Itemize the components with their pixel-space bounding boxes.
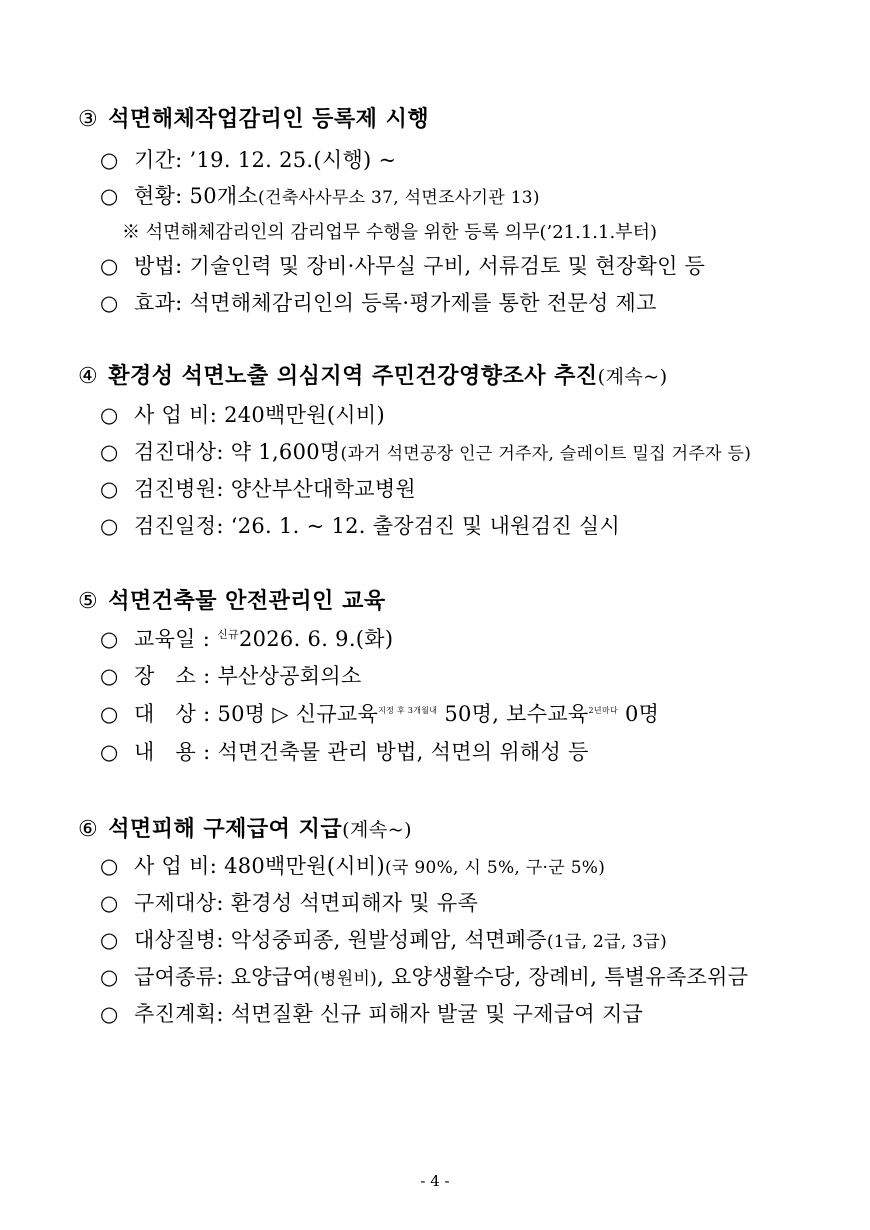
section-3-number: ③ bbox=[78, 107, 99, 132]
section-6-title: 석면피해 구제급여 지급 bbox=[108, 816, 343, 842]
section-4-title: 환경성 석면노출 의심지역 주민건강영향조사 추진 bbox=[108, 363, 598, 389]
s4-item-schedule: ○ 검진일정: ‘26. 1. ~ 12. 출장검진 및 내원검진 실시 bbox=[100, 514, 621, 538]
s3-item-effect: ○ 효과: 석면해체감리인의 등록·평가제를 통한 전문성 제고 bbox=[100, 291, 657, 315]
s6-item-disease: ○ 대상질병: 악성중피종, 원발성폐암, 석면폐증(1급, 2급, 3급) bbox=[100, 928, 668, 952]
section-5-heading: ⑤ 석면건축물 안전관리인 교육 bbox=[78, 588, 386, 614]
s3-item-method: ○ 방법: 기술인력 및 장비·사무실 구비, 서류검토 및 현장확인 등 bbox=[100, 254, 706, 278]
s5-item-content: ○ 내 용 : 석면건축물 관리 방법, 석면의 위해성 등 bbox=[100, 740, 589, 764]
s4-item-target: ○ 검진대상: 약 1,600명(과거 석면공장 인근 거주자, 슬레이트 밀집 거주자 등) bbox=[100, 440, 752, 464]
s3-note: ※ 석면해체감리인의 감리업무 수행을 위한 등록 의무(’21.1.1.부터) bbox=[122, 222, 657, 243]
s6-item-benefit-types: ○ 급여종류: 요양급여(병원비), 요양생활수당, 장례비, 특별유족조위금 bbox=[100, 965, 749, 989]
page-number: - 4 - bbox=[420, 1172, 450, 1190]
section-6-heading: ⑥ 석면피해 구제급여 지급(계속~) bbox=[78, 816, 413, 842]
section-5-title: 석면건축물 안전관리인 교육 bbox=[108, 588, 386, 614]
s3-item-period: ○ 기간: ’19. 12. 25.(시행) ~ bbox=[100, 148, 397, 172]
s5-item-target: ○ 대 상 : 50명 ▷ 신규교육$^{지정 후 3개월내}$ 50명, 보수교육$^{2년마다}$ 0명 bbox=[100, 702, 660, 726]
s5-item-place: ○ 장 소 : 부산상공회의소 bbox=[100, 664, 362, 688]
s4-item-budget: ○ 사 업 비: 240백만원(시비) bbox=[100, 403, 385, 427]
section-3-heading bbox=[78, 102, 429, 133]
s3-item-status: ○ 현황: 50개소(건축사사무소 37, 석면조사기관 13) bbox=[100, 184, 540, 208]
s5-item-date: ○ 교육일 : $^{신규}$2026. 6. 9.(화) bbox=[100, 627, 394, 651]
s6-item-budget: ○ 사 업 비: 480백만원(시비)(국 90%, 시 5%, 구·군 5%) bbox=[100, 854, 606, 878]
section-4-heading: ④ 환경성 석면노출 의심지역 주민건강영향조사 추진(계속~) bbox=[78, 363, 668, 389]
section-3-title: 석면해체작업감리인 등록제 시행 bbox=[108, 106, 430, 132]
s6-item-plan: ○ 추진계획: 석면질환 신규 피해자 발굴 및 구제급여 지급 bbox=[100, 1002, 644, 1026]
s6-item-target: ○ 구제대상: 환경성 석면피해자 및 유족 bbox=[100, 891, 479, 915]
s4-item-hospital: ○ 검진병원: 양산부산대학교병원 bbox=[100, 477, 416, 501]
